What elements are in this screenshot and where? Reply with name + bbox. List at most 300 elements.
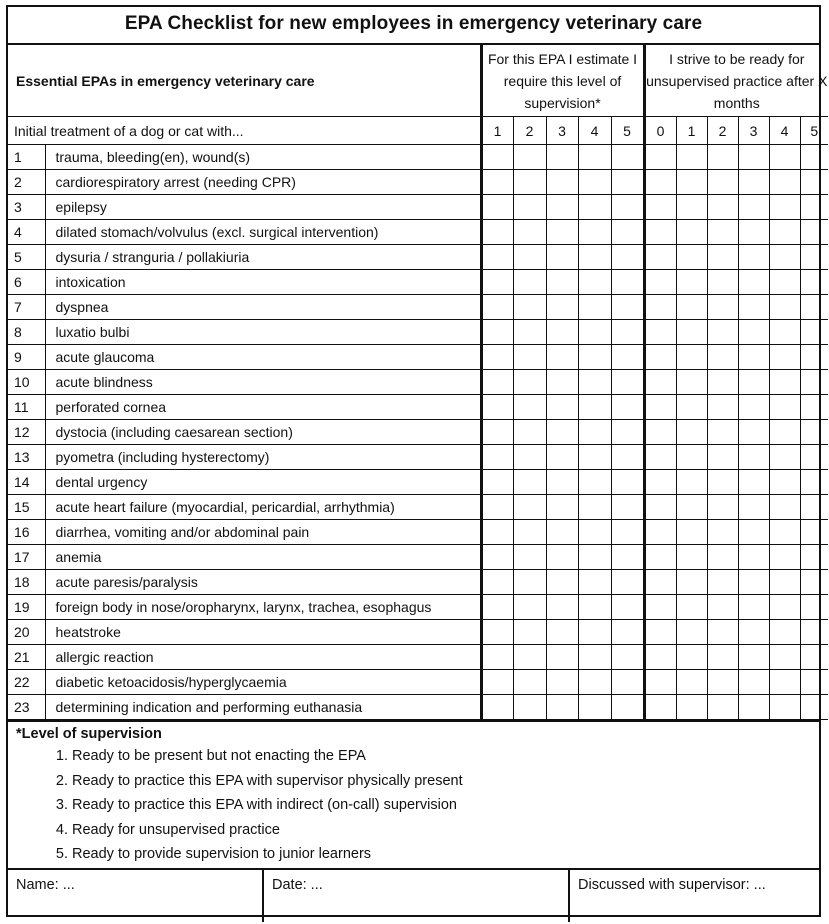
months-checkbox-cell[interactable] <box>644 670 676 695</box>
supervision-checkbox-cell[interactable] <box>611 345 644 370</box>
supervision-checkbox-cell[interactable] <box>481 545 513 570</box>
supervision-checkbox-cell[interactable] <box>513 345 546 370</box>
months-checkbox-cell[interactable] <box>676 570 707 595</box>
months-checkbox-cell[interactable] <box>738 420 769 445</box>
supervision-checkbox-cell[interactable] <box>513 520 546 545</box>
supervision-checkbox-cell[interactable] <box>611 295 644 320</box>
table-row <box>8 270 828 295</box>
supervision-checkbox-cell[interactable] <box>578 520 611 545</box>
months-checkbox-cell[interactable] <box>769 220 800 245</box>
months-checkbox-cell[interactable] <box>738 695 769 720</box>
supervision-checkbox-cell[interactable] <box>513 420 546 445</box>
supervision-checkbox-cell[interactable] <box>611 545 644 570</box>
supervision-checkbox-cell[interactable] <box>611 595 644 620</box>
supervision-checkbox-cell[interactable] <box>481 245 513 270</box>
months-checkbox-cell[interactable] <box>769 670 800 695</box>
supervision-checkbox-cell[interactable] <box>611 445 644 470</box>
months-checkbox-cell[interactable] <box>676 195 707 220</box>
page-title: EPA Checklist for new employees in emergency veterinary care <box>8 7 819 45</box>
supervision-checkbox-cell[interactable] <box>513 195 546 220</box>
supervision-checkbox-cell[interactable] <box>578 670 611 695</box>
supervision-checkbox-cell[interactable] <box>546 495 578 520</box>
months-checkbox-cell[interactable] <box>707 545 738 570</box>
months-checkbox-cell[interactable] <box>676 470 707 495</box>
epa-description: epilepsy <box>45 195 481 220</box>
months-checkbox-cell[interactable] <box>644 570 676 595</box>
months-checkbox-cell[interactable] <box>800 570 828 595</box>
supervision-checkbox-cell[interactable] <box>513 170 546 195</box>
months-checkbox-cell[interactable] <box>800 420 828 445</box>
legend-title: *Level of supervision <box>16 726 162 742</box>
months-checkbox-cell[interactable] <box>644 345 676 370</box>
supervision-checkbox-cell[interactable] <box>513 645 546 670</box>
supervision-checkbox-cell[interactable] <box>578 695 611 720</box>
months-checkbox-cell[interactable] <box>644 645 676 670</box>
months-checkbox-cell[interactable] <box>644 320 676 345</box>
supervision-checkbox-cell[interactable] <box>481 645 513 670</box>
supervision-checkbox-cell[interactable] <box>611 620 644 645</box>
supervision-checkbox-cell[interactable] <box>578 570 611 595</box>
months-checkbox-cell[interactable] <box>644 220 676 245</box>
months-checkbox-cell[interactable] <box>800 345 828 370</box>
months-checkbox-cell[interactable] <box>644 545 676 570</box>
legend-item: 4. Ready for unsupervised practice <box>72 818 819 843</box>
supervision-checkbox-cell[interactable] <box>513 320 546 345</box>
months-checkbox-cell[interactable] <box>769 370 800 395</box>
months-checkbox-cell[interactable] <box>676 645 707 670</box>
months-0-header: 0 <box>644 117 676 145</box>
months-checkbox-cell[interactable] <box>769 295 800 320</box>
epa-number: 12 <box>8 420 45 445</box>
months-checkbox-cell[interactable] <box>800 245 828 270</box>
supervision-checkbox-cell[interactable] <box>578 445 611 470</box>
supervision-checkbox-cell[interactable] <box>513 245 546 270</box>
months-checkbox-cell[interactable] <box>707 420 738 445</box>
epa-description: determining indication and performing euthanasia <box>45 695 481 720</box>
supervision-checkbox-cell[interactable] <box>546 370 578 395</box>
months-checkbox-cell[interactable] <box>707 370 738 395</box>
supervision-checkbox-cell[interactable] <box>513 270 546 295</box>
months-checkbox-cell[interactable] <box>800 520 828 545</box>
table-row <box>8 320 828 345</box>
supervision-checkbox-cell[interactable] <box>578 295 611 320</box>
epa-description: anemia <box>45 545 481 570</box>
supervision-checkbox-cell[interactable] <box>578 645 611 670</box>
supervision-checkbox-cell[interactable] <box>513 395 546 420</box>
months-checkbox-cell[interactable] <box>738 245 769 270</box>
months-checkbox-cell[interactable] <box>800 220 828 245</box>
supervision-checkbox-cell[interactable] <box>513 495 546 520</box>
epa-number: 5 <box>8 245 45 270</box>
epa-description: intoxication <box>45 270 481 295</box>
months-checkbox-cell[interactable] <box>676 145 707 170</box>
months-checkbox-cell[interactable] <box>676 320 707 345</box>
months-checkbox-cell[interactable] <box>800 695 828 720</box>
supervision-checkbox-cell[interactable] <box>578 145 611 170</box>
months-checkbox-cell[interactable] <box>644 595 676 620</box>
months-checkbox-cell[interactable] <box>769 645 800 670</box>
months-checkbox-cell[interactable] <box>738 495 769 520</box>
months-checkbox-cell[interactable] <box>676 420 707 445</box>
months-checkbox-cell[interactable] <box>707 270 738 295</box>
supervision-checkbox-cell[interactable] <box>578 545 611 570</box>
months-checkbox-cell[interactable] <box>707 570 738 595</box>
supervision-checkbox-cell[interactable] <box>481 220 513 245</box>
supervision-checkbox-cell[interactable] <box>546 420 578 445</box>
months-checkbox-cell[interactable] <box>644 470 676 495</box>
supervision-checkbox-cell[interactable] <box>481 320 513 345</box>
months-checkbox-cell[interactable] <box>644 420 676 445</box>
supervision-checkbox-cell[interactable] <box>513 570 546 595</box>
months-checkbox-cell[interactable] <box>676 545 707 570</box>
months-checkbox-cell[interactable] <box>707 220 738 245</box>
supervision-checkbox-cell[interactable] <box>546 620 578 645</box>
supervision-checkbox-cell[interactable] <box>611 570 644 595</box>
months-checkbox-cell[interactable] <box>800 620 828 645</box>
supervision-checkbox-cell[interactable] <box>578 620 611 645</box>
table-row <box>8 545 828 570</box>
epa-number: 8 <box>8 320 45 345</box>
months-checkbox-cell[interactable] <box>707 170 738 195</box>
supervision-checkbox-cell[interactable] <box>611 645 644 670</box>
months-checkbox-cell[interactable] <box>707 345 738 370</box>
supervision-checkbox-cell[interactable] <box>513 620 546 645</box>
months-checkbox-cell[interactable] <box>738 670 769 695</box>
supervision-checkbox-cell[interactable] <box>546 445 578 470</box>
months-checkbox-cell[interactable] <box>738 445 769 470</box>
epa-number: 13 <box>8 445 45 470</box>
months-checkbox-cell[interactable] <box>707 320 738 345</box>
months-checkbox-cell[interactable] <box>800 145 828 170</box>
epa-checklist-sheet <box>6 5 828 917</box>
months-checkbox-cell[interactable] <box>707 520 738 545</box>
supervision-checkbox-cell[interactable] <box>513 545 546 570</box>
months-checkbox-cell[interactable] <box>644 395 676 420</box>
supervision-checkbox-cell[interactable] <box>546 270 578 295</box>
epa-number: 9 <box>8 345 45 370</box>
supervision-checkbox-cell[interactable] <box>481 195 513 220</box>
supervision-checkbox-cell[interactable] <box>546 170 578 195</box>
months-checkbox-cell[interactable] <box>676 670 707 695</box>
supervision-checkbox-cell[interactable] <box>611 320 644 345</box>
name-field[interactable]: Name: ... <box>8 870 264 922</box>
months-checkbox-cell[interactable] <box>707 645 738 670</box>
months-checkbox-cell[interactable] <box>800 545 828 570</box>
supervision-checkbox-cell[interactable] <box>578 370 611 395</box>
months-checkbox-cell[interactable] <box>738 620 769 645</box>
legend-item: 3. Ready to practice this EPA with indirect (on-call) supervision <box>72 793 819 818</box>
supervision-level-1-header: 1 <box>481 117 513 145</box>
discussed-with-supervisor-field[interactable]: Discussed with supervisor: ... <box>578 877 766 893</box>
months-checkbox-cell[interactable] <box>707 670 738 695</box>
supervision-checkbox-cell[interactable] <box>611 395 644 420</box>
supervision-level-5-header: 5 <box>611 117 644 145</box>
months-checkbox-cell[interactable] <box>707 245 738 270</box>
months-checkbox-cell[interactable] <box>707 595 738 620</box>
supervision-checkbox-cell[interactable] <box>578 595 611 620</box>
months-checkbox-cell[interactable] <box>800 370 828 395</box>
months-checkbox-cell[interactable] <box>707 695 738 720</box>
supervision-checkbox-cell[interactable] <box>611 145 644 170</box>
supervision-checkbox-cell[interactable] <box>513 295 546 320</box>
months-checkbox-cell[interactable] <box>769 545 800 570</box>
supervision-checkbox-cell[interactable] <box>611 420 644 445</box>
months-checkbox-cell[interactable] <box>676 245 707 270</box>
supervision-checkbox-cell[interactable] <box>481 345 513 370</box>
supervision-checkbox-cell[interactable] <box>578 245 611 270</box>
supervision-checkbox-cell[interactable] <box>578 220 611 245</box>
supervision-checkbox-cell[interactable] <box>611 245 644 270</box>
months-checkbox-cell[interactable] <box>738 170 769 195</box>
supervision-checkbox-cell[interactable] <box>481 570 513 595</box>
months-checkbox-cell[interactable] <box>769 495 800 520</box>
supervision-checkbox-cell[interactable] <box>513 445 546 470</box>
supervision-checkbox-cell[interactable] <box>546 395 578 420</box>
months-checkbox-cell[interactable] <box>800 445 828 470</box>
months-checkbox-cell[interactable] <box>644 170 676 195</box>
months-checkbox-cell[interactable] <box>676 595 707 620</box>
table-row <box>8 295 828 320</box>
months-checkbox-cell[interactable] <box>738 545 769 570</box>
supervision-checkbox-cell[interactable] <box>513 670 546 695</box>
supervision-checkbox-cell[interactable] <box>546 320 578 345</box>
months-checkbox-cell[interactable] <box>676 170 707 195</box>
supervision-checkbox-cell[interactable] <box>513 370 546 395</box>
supervision-checkbox-cell[interactable] <box>481 420 513 445</box>
months-checkbox-cell[interactable] <box>738 220 769 245</box>
months-checkbox-cell[interactable] <box>769 345 800 370</box>
supervision-checkbox-cell[interactable] <box>481 395 513 420</box>
supervision-checkbox-cell[interactable] <box>578 420 611 445</box>
months-checkbox-cell[interactable] <box>644 695 676 720</box>
months-checkbox-cell[interactable] <box>676 370 707 395</box>
legend-item: 5. Ready to provide supervision to junior learners <box>72 842 819 867</box>
supervision-checkbox-cell[interactable] <box>611 170 644 195</box>
months-checkbox-cell[interactable] <box>769 595 800 620</box>
supervision-checkbox-cell[interactable] <box>611 495 644 520</box>
months-checkbox-cell[interactable] <box>800 170 828 195</box>
months-checkbox-cell[interactable] <box>800 195 828 220</box>
supervision-checkbox-cell[interactable] <box>546 595 578 620</box>
supervision-checkbox-cell[interactable] <box>578 470 611 495</box>
months-checkbox-cell[interactable] <box>769 270 800 295</box>
supervision-checkbox-cell[interactable] <box>611 270 644 295</box>
supervision-checkbox-cell[interactable] <box>481 445 513 470</box>
months-checkbox-cell[interactable] <box>676 445 707 470</box>
supervision-checkbox-cell[interactable] <box>481 595 513 620</box>
supervision-checkbox-cell[interactable] <box>578 320 611 345</box>
months-checkbox-cell[interactable] <box>738 195 769 220</box>
months-checkbox-cell[interactable] <box>676 495 707 520</box>
months-checkbox-cell[interactable] <box>769 445 800 470</box>
supervision-checkbox-cell[interactable] <box>513 595 546 620</box>
months-checkbox-cell[interactable] <box>644 520 676 545</box>
months-checkbox-cell[interactable] <box>769 570 800 595</box>
supervision-checkbox-cell[interactable] <box>578 395 611 420</box>
months-checkbox-cell[interactable] <box>644 370 676 395</box>
months-checkbox-cell[interactable] <box>800 595 828 620</box>
supervision-checkbox-cell[interactable] <box>513 470 546 495</box>
epa-number: 23 <box>8 695 45 720</box>
supervision-checkbox-cell[interactable] <box>611 220 644 245</box>
months-checkbox-cell[interactable] <box>769 520 800 545</box>
months-checkbox-cell[interactable] <box>769 420 800 445</box>
epa-description: dystocia (including caesarean section) <box>45 420 481 445</box>
supervision-checkbox-cell[interactable] <box>611 195 644 220</box>
months-checkbox-cell[interactable] <box>738 270 769 295</box>
table-row <box>8 145 828 170</box>
months-3-header: 3 <box>738 117 769 145</box>
months-checkbox-cell[interactable] <box>769 620 800 645</box>
months-checkbox-cell[interactable] <box>769 470 800 495</box>
supervision-checkbox-cell[interactable] <box>578 345 611 370</box>
supervision-checkbox-cell[interactable] <box>546 520 578 545</box>
months-checkbox-cell[interactable] <box>707 145 738 170</box>
supervision-checkbox-cell[interactable] <box>611 695 644 720</box>
months-checkbox-cell[interactable] <box>769 395 800 420</box>
months-checkbox-cell[interactable] <box>769 320 800 345</box>
table-row <box>8 645 828 670</box>
supervision-checkbox-cell[interactable] <box>513 145 546 170</box>
epa-description: dyspnea <box>45 295 481 320</box>
supervision-checkbox-cell[interactable] <box>546 670 578 695</box>
months-checkbox-cell[interactable] <box>676 620 707 645</box>
supervision-checkbox-cell[interactable] <box>481 670 513 695</box>
supervision-checkbox-cell[interactable] <box>481 145 513 170</box>
months-checkbox-cell[interactable] <box>644 295 676 320</box>
months-checkbox-cell[interactable] <box>769 195 800 220</box>
months-checkbox-cell[interactable] <box>707 470 738 495</box>
months-checkbox-cell[interactable] <box>800 495 828 520</box>
supervision-checkbox-cell[interactable] <box>578 195 611 220</box>
months-checkbox-cell[interactable] <box>738 145 769 170</box>
table-row <box>8 170 828 195</box>
supervision-checkbox-cell[interactable] <box>481 620 513 645</box>
epa-number: 10 <box>8 370 45 395</box>
months-checkbox-cell[interactable] <box>644 270 676 295</box>
months-checkbox-cell[interactable] <box>707 445 738 470</box>
supervision-checkbox-cell[interactable] <box>546 570 578 595</box>
months-checkbox-cell[interactable] <box>707 295 738 320</box>
epa-description: acute blindness <box>45 370 481 395</box>
supervision-checkbox-cell[interactable] <box>546 295 578 320</box>
months-checkbox-cell[interactable] <box>800 270 828 295</box>
supervision-checkbox-cell[interactable] <box>481 270 513 295</box>
months-checkbox-cell[interactable] <box>707 620 738 645</box>
months-checkbox-cell[interactable] <box>769 170 800 195</box>
months-checkbox-cell[interactable] <box>769 145 800 170</box>
supervision-checkbox-cell[interactable] <box>611 670 644 695</box>
supervision-checkbox-cell[interactable] <box>546 145 578 170</box>
table-row <box>8 345 828 370</box>
supervision-checkbox-cell[interactable] <box>546 645 578 670</box>
months-checkbox-cell[interactable] <box>738 320 769 345</box>
supervision-level-4-header: 4 <box>578 117 611 145</box>
legend-item: 2. Ready to practice this EPA with supervisor physically present <box>72 769 819 794</box>
months-checkbox-cell[interactable] <box>644 245 676 270</box>
months-checkbox-cell[interactable] <box>769 245 800 270</box>
supervision-checkbox-cell[interactable] <box>578 170 611 195</box>
months-checkbox-cell[interactable] <box>769 695 800 720</box>
months-checkbox-cell[interactable] <box>738 295 769 320</box>
initial-treatment-label: Initial treatment of a dog or cat with... <box>8 117 481 145</box>
supervision-checkbox-cell[interactable] <box>546 220 578 245</box>
epa-number: 11 <box>8 395 45 420</box>
months-checkbox-cell[interactable] <box>800 645 828 670</box>
table-row <box>8 595 828 620</box>
supervision-checkbox-cell[interactable] <box>481 295 513 320</box>
months-checkbox-cell[interactable] <box>800 670 828 695</box>
supervision-checkbox-cell[interactable] <box>546 545 578 570</box>
months-checkbox-cell[interactable] <box>800 295 828 320</box>
supervision-checkbox-cell[interactable] <box>611 470 644 495</box>
supervision-checkbox-cell[interactable] <box>578 270 611 295</box>
supervision-checkbox-cell[interactable] <box>481 695 513 720</box>
epa-number: 21 <box>8 645 45 670</box>
months-checkbox-cell[interactable] <box>676 270 707 295</box>
supervision-checkbox-cell[interactable] <box>611 520 644 545</box>
months-checkbox-cell[interactable] <box>676 695 707 720</box>
months-checkbox-cell[interactable] <box>676 295 707 320</box>
epa-description: dysuria / stranguria / pollakiuria <box>45 245 481 270</box>
months-checkbox-cell[interactable] <box>707 395 738 420</box>
table-row <box>8 220 828 245</box>
supervision-checkbox-cell[interactable] <box>481 495 513 520</box>
date-field[interactable]: Date: ... <box>264 870 570 922</box>
months-checkbox-cell[interactable] <box>676 345 707 370</box>
table-row <box>8 395 828 420</box>
months-checkbox-cell[interactable] <box>707 195 738 220</box>
months-checkbox-cell[interactable] <box>676 520 707 545</box>
epa-number: 7 <box>8 295 45 320</box>
supervision-checkbox-cell[interactable] <box>546 245 578 270</box>
months-checkbox-cell[interactable] <box>800 395 828 420</box>
months-checkbox-cell[interactable] <box>738 395 769 420</box>
months-checkbox-cell[interactable] <box>738 470 769 495</box>
months-checkbox-cell[interactable] <box>738 570 769 595</box>
epa-number: 15 <box>8 495 45 520</box>
months-checkbox-cell[interactable] <box>738 345 769 370</box>
months-checkbox-cell[interactable] <box>800 470 828 495</box>
months-checkbox-cell[interactable] <box>800 320 828 345</box>
months-checkbox-cell[interactable] <box>676 220 707 245</box>
supervision-checkbox-cell[interactable] <box>481 170 513 195</box>
supervision-checkbox-cell[interactable] <box>546 345 578 370</box>
months-checkbox-cell[interactable] <box>644 495 676 520</box>
months-checkbox-cell[interactable] <box>676 395 707 420</box>
supervision-checkbox-cell[interactable] <box>481 520 513 545</box>
months-checkbox-cell[interactable] <box>738 520 769 545</box>
supervision-checkbox-cell[interactable] <box>611 370 644 395</box>
supervision-checkbox-cell[interactable] <box>513 695 546 720</box>
epa-number: 4 <box>8 220 45 245</box>
supervision-checkbox-cell[interactable] <box>481 370 513 395</box>
months-checkbox-cell[interactable] <box>738 645 769 670</box>
supervision-checkbox-cell[interactable] <box>546 470 578 495</box>
months-checkbox-cell[interactable] <box>738 370 769 395</box>
supervision-checkbox-cell[interactable] <box>546 695 578 720</box>
supervision-checkbox-cell[interactable] <box>481 470 513 495</box>
supervision-checkbox-cell[interactable] <box>578 495 611 520</box>
months-checkbox-cell[interactable] <box>738 595 769 620</box>
months-checkbox-cell[interactable] <box>644 445 676 470</box>
months-checkbox-cell[interactable] <box>644 620 676 645</box>
supervision-checkbox-cell[interactable] <box>513 220 546 245</box>
months-checkbox-cell[interactable] <box>644 145 676 170</box>
months-checkbox-cell[interactable] <box>644 195 676 220</box>
supervision-checkbox-cell[interactable] <box>546 195 578 220</box>
months-checkbox-cell[interactable] <box>707 495 738 520</box>
